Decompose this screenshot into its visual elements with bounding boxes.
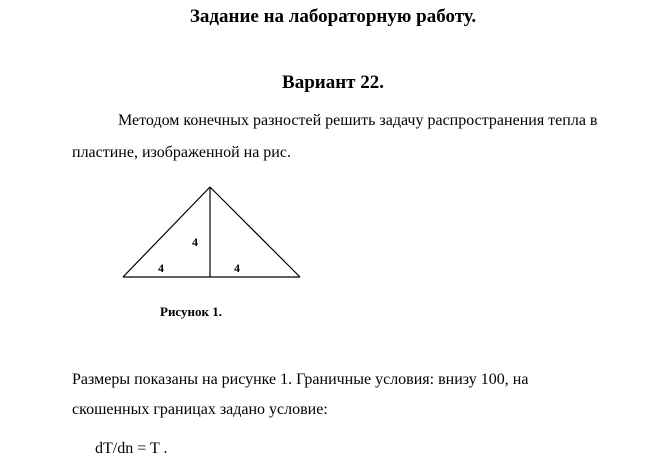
figure-caption: Рисунок 1. xyxy=(160,304,223,319)
left-base-dimension-label: 4 xyxy=(158,261,164,275)
triangle-left-edge xyxy=(123,187,210,277)
triangle-right-edge xyxy=(210,187,300,277)
height-dimension-label: 4 xyxy=(192,235,198,249)
document-title: Задание на лабораторную работу. xyxy=(189,6,477,27)
variant-heading: Вариант 22. xyxy=(282,72,384,93)
task-paragraph-line-1: Методом конечных разностей решить задачу распространения тепла в xyxy=(118,112,598,129)
conditions-paragraph-line-1: Размеры показаны на рисунке 1. Граничные условия: внизу 100, на xyxy=(72,371,529,388)
task-paragraph-line-2: пластине, изображенной на рис. xyxy=(72,144,291,161)
boundary-condition-formula: dT/dn = T . xyxy=(95,440,168,457)
conditions-paragraph-line-2: скошенных границах задано условие: xyxy=(72,401,328,418)
right-base-dimension-label: 4 xyxy=(234,261,240,275)
